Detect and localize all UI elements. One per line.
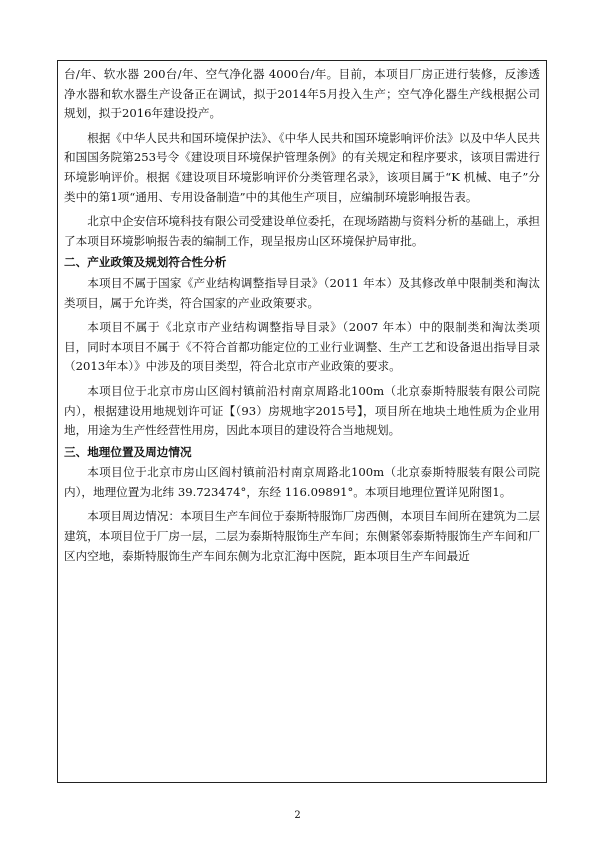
section-heading-industrial-policy: 二、产业政策及规划符合性分析 <box>64 255 227 270</box>
document-body <box>64 65 540 566</box>
paragraph-legal-basis: 根据《中华人民共和国环境保护法》、《中华人民共和国环境影响评价法》以及中华人民共和国国务院第253号令《建设项目环境保护管理条例》的有关规定和程序要求，该项目需进行环境影响评价。根据《建设项目环境影响评价分类管理名录》，该项目属于“K 机械、电子”分类中的第1项“通用、专用设备制造”中的其他生产项目，应编制环境影响报告表。 <box>64 130 540 204</box>
paragraph-national-policy: 本项目不属于国家《产业结构调整指导目录》（2011 年本）及其修改单中限制类和淘汰类项目，属于允许类，符合国家的产业政策要求。 <box>64 275 540 310</box>
section-heading-location: 三、地理位置及周边情况 <box>64 444 192 459</box>
paragraph-beijing-policy: 本项目不属于《北京市产业结构调整指导目录》（2007 年本）中的限制类和淘汰类项目，同时本项目不属于《不符合首都功能定位的工业行业调整、生产工艺和设备退出指导目录（2013年本）》中涉及的项目类型，符合北京市产业政策的要求。 <box>64 320 540 374</box>
paragraph-surroundings: 本项目周边情况：本项目生产车间位于泰斯特服饰厂房西侧，本项目车间所在建筑为二层建筑，本项目位于厂房一层，二层为泰斯特服饰生产车间；东侧紧邻泰斯特服饰生产车间和厂区内空地，泰斯特服饰生产车间东侧为北京汇海中医院，距本项目生产车间最近 <box>64 509 540 563</box>
paragraph-commission: 北京中企安信环境科技有限公司受建设单位委托，在现场踏勘与资料分析的基础上，承担了本项目环境影响报告表的编制工作，现呈报房山区环境保护局审批。 <box>64 214 540 248</box>
paragraph-land-planning: 本项目位于北京市房山区阎村镇前沿村南京周路北100m（北京泰斯特服装有限公司院内），根据建设用地规划许可证【（93）房规地字2015号】，项目所在地块土地性质为企业用地，用途为生产性经营性用房，因此本项目的建设符合当地规划。 <box>64 383 540 438</box>
content-frame <box>57 60 547 783</box>
paragraph-project-status: 台/年、软水器 200台/年、空气净化器 4000台/年。目前，本项目厂房正进行装修，反渗透净水器和软水器生产设备正在调试，拟于2014年5月投入生产；空气净化器生产线根据公司规划，拟于2016年建设投产。 <box>64 67 540 121</box>
page-number: 2 <box>294 810 301 821</box>
paragraph-location: 本项目位于北京市房山区阎村镇前沿村南京周路北100m（北京泰斯特服装有限公司院内），地理位置为北纬 39.723474°，东经 116.09891°。本项目地理位置详见附图1。 <box>64 465 540 499</box>
